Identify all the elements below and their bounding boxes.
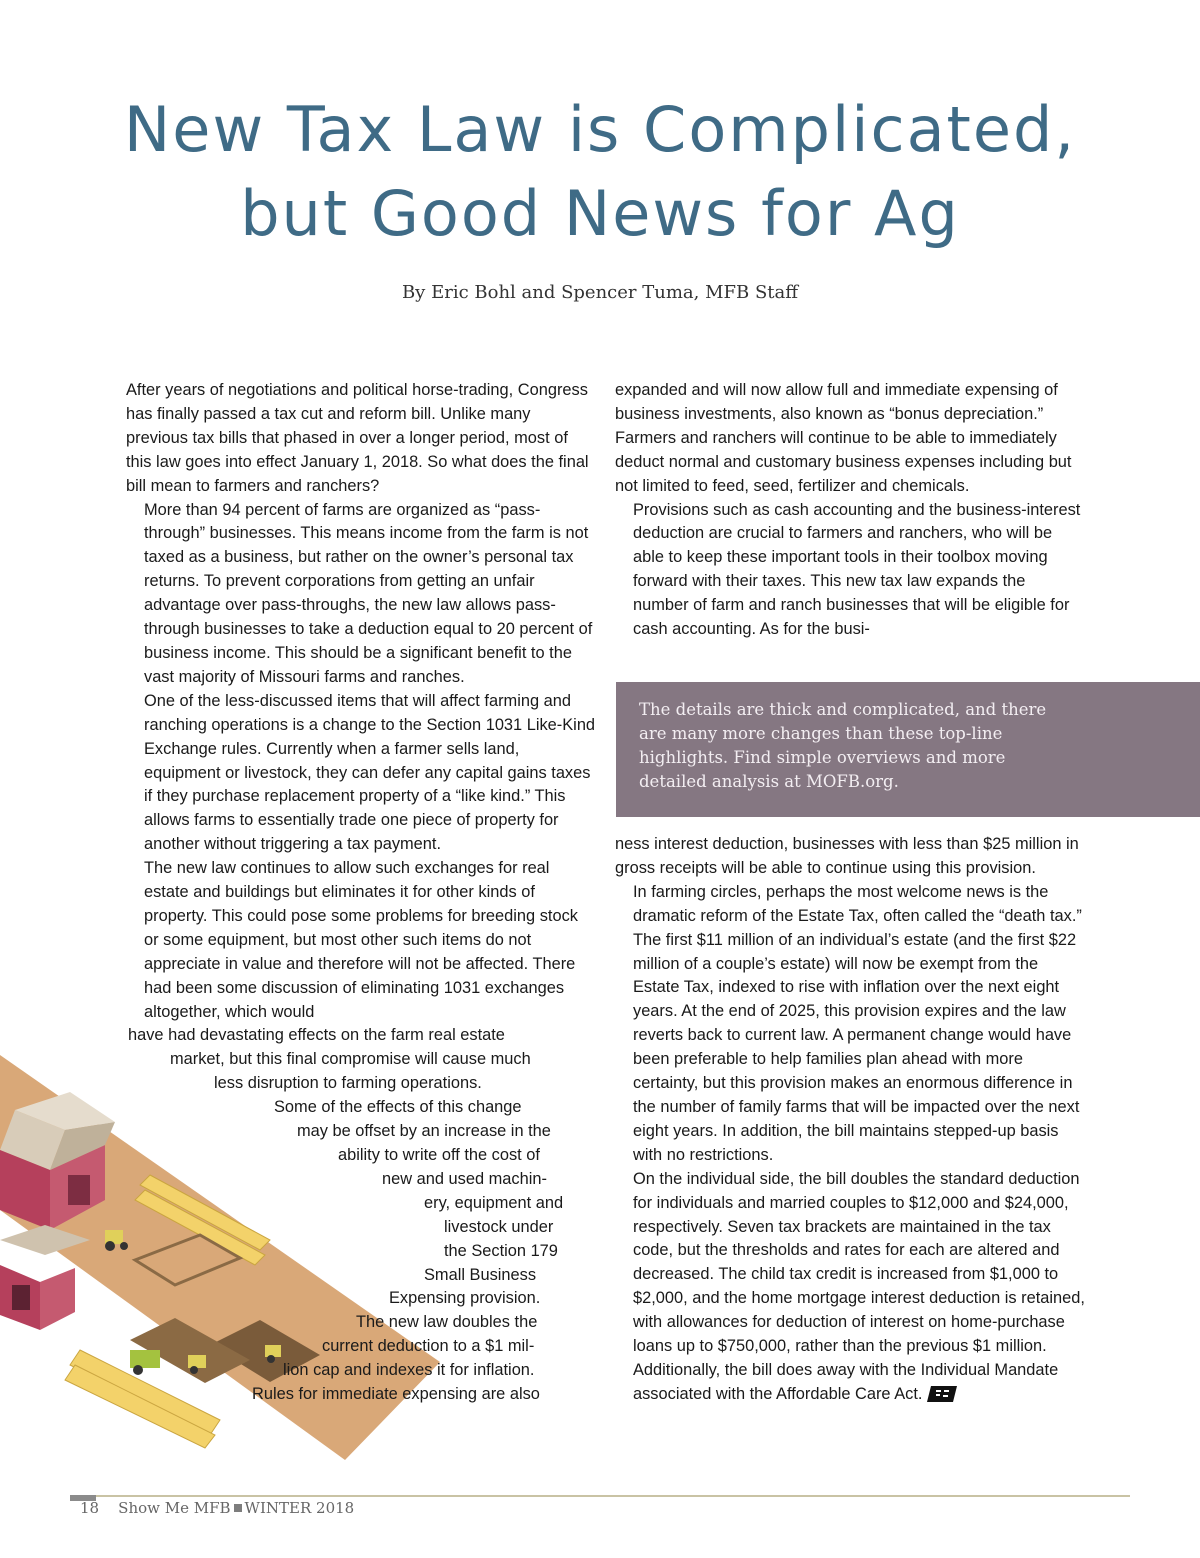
paragraph: The new law continues to allow such exchanges for real estate and buildings but eliminates it for other kinds of property. This could pose some problems for breeding stock or some equipment, but most other such items do not appreciate in value and therefore will not be affected. There had been some discussion of eliminating 1031 exchanges altogether, which would [144, 859, 578, 1021]
paragraph: ness interest deduction, businesses with less than $25 million in gross receipts will be able to continue using this provision. [615, 835, 1079, 877]
wrapped-text [126, 1024, 596, 1407]
title-line-2: but Good News for Ag [240, 177, 960, 250]
paragraph [615, 1168, 1085, 1407]
farm-bureau-logo-icon [927, 1386, 957, 1402]
text-line: new and used machin- [382, 1169, 547, 1188]
paragraph: More than 94 percent of farms are organized as “pass-through” businesses. This means income from the farm is not taxed as a business, but rather on the owner’s personal tax returns. To prevent corporations from getting an unfair advantage over pass-throughs, the new law allows pass-through businesses to take a deduction equal to 20 percent of business income. This should be a significant benefit to the vast majority of Missouri farms and ranches. [144, 500, 593, 686]
text-line: livestock under [444, 1217, 554, 1236]
text-line: current deduction to a $1 mil- [322, 1337, 535, 1356]
page-number: 18 [80, 1499, 100, 1517]
left-column [126, 379, 596, 1407]
paragraph: expanded and will now allow full and immediate expensing of business investments, also known as “bonus depreciation.” Farmers and ranchers will continue to be able to immediately deduct normal and customary business expenses including but not limited to feed, seed, fertilizer and chemicals. [615, 381, 1072, 495]
text-line: the Section 179 [444, 1241, 558, 1260]
footer-rule [70, 1495, 1130, 1497]
shed-illustration [0, 1225, 90, 1330]
paragraph: One of the less-discussed items that will affect farming and ranching operations is a change to the Section 1031 Like-Kind Exchange rules. Currently when a farmer sells land, equipment or livestock, they can defer any capital gains taxes if they purchase replacement property of a “like kind.” This allows farms to essentially trade one piece of property for another without triggering a tax payment. [144, 691, 596, 854]
text-line: may be offset by an increase in the [297, 1122, 551, 1141]
pull-quote-callout: The details are thick and complicated, and there are many more changes than these top-line highlights. Find simple overviews and more detailed analysis at MOFB.org. [616, 682, 1200, 817]
paragraph: Provisions such as cash accounting and the business-interest deduction are crucial to farmers and ranchers, who will be able to keep these important tools in their toolbox moving forward with their taxes. This new tax law expands the number of farm and ranch businesses that will be eligible for cash accounting. As for the busi- [633, 500, 1081, 639]
square-separator-icon [234, 1504, 242, 1512]
text-line: Expensing provision. [389, 1289, 541, 1308]
text-line: Rules for immediate expensing are also [252, 1385, 540, 1404]
text-line: Small Business [424, 1265, 537, 1284]
right-column-bottom [615, 833, 1085, 1407]
text-line: have had devastating effects on the farm real estate [128, 1026, 505, 1045]
right-column-top [615, 379, 1085, 642]
text-line: ery, equipment and [424, 1193, 564, 1212]
publication-name: Show Me MFB [118, 1499, 231, 1517]
paragraph-text: On the individual side, the bill doubles the standard deduction for individuals and married couples to $12,000 and $24,000, respectively. Seven tax brackets are maintained in the tax code, but the thresholds and rates for each are altered and decreased. The child tax credit is increased from $1,000 to $2,000, and the home mortgage interest deduction is retained, with allowances for deduction of interest on home-purchase loans up to $750,000, rather than the previous $1 million. Additionally, the bill does away with the Individual Mandate associated with the Affordable Care Act. [633, 1169, 1085, 1403]
paragraph: After years of negotiations and political horse-trading, Congress has finally passed a tax cut and reform bill. Unlike many previous tax bills that phased in over a longer period, most of this law goes into effect January 1, 2018. So what does the final bill mean to farmers and ranchers? [126, 381, 589, 495]
text-line: less disruption to farming operations. [214, 1074, 482, 1093]
text-line: The new law doubles the [356, 1313, 538, 1332]
paragraph: In farming circles, perhaps the most welcome news is the dramatic reform of the Estate Tax, often called the “death tax.” The first $11 million of an individual’s estate (and the first $22 million of a couple’s estate) will now be exempt from the Estate Tax, indexed to rise with inflation over the next eight years. At the end of 2025, this provision expires and the law reverts back to current law. A permanent change would have been preferable to help families plan ahead with more certainty, but this provision makes an enormous difference in the number of family farms that will be impacted over the next eight years. In addition, the bill maintains stepped-up basis with no restrictions. [633, 882, 1082, 1164]
text-line: lion cap and indexes it for inflation. [283, 1361, 535, 1380]
title-line-1: New Tax Law is Complicated, [123, 93, 1077, 166]
text-line: Some of the effects of this change [274, 1098, 522, 1117]
issue-name: WINTER 2018 [244, 1499, 355, 1517]
page-footer [80, 1499, 354, 1517]
article-title [0, 88, 1200, 256]
byline: By Eric Bohl and Spencer Tuma, MFB Staff [401, 282, 799, 303]
text-line: market, but this final compromise will cause much [170, 1050, 531, 1069]
text-line: ability to write off the cost of [338, 1146, 540, 1164]
